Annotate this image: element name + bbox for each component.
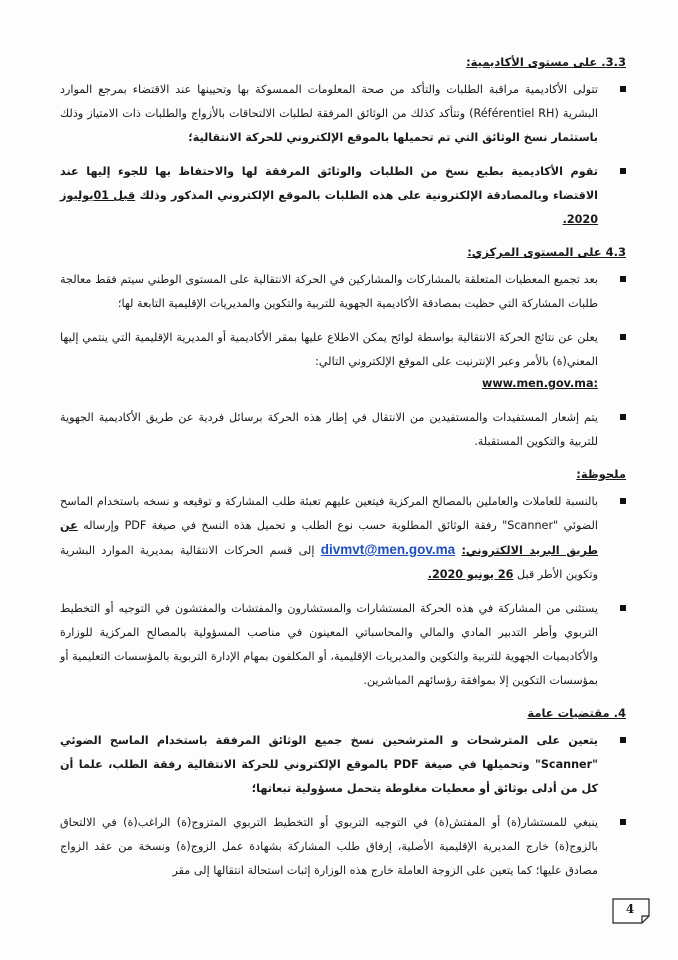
website-link[interactable]: www.men.gov.ma: [481, 377, 598, 390]
square-bullet-icon [620, 605, 626, 611]
page-number: 4 [625, 902, 635, 916]
page-number-box [612, 898, 654, 924]
list-item: يتعين على المترشحات و المترشحين نسخ جميع الوثائق المرفقة باستخدام الماسح الضوئي "Scanner" وتحميلها في صيغة PDF بالموقع الإلكتروني للحركة الانتقالية رفقة الطلب، علما أن كل من أدلى بوثائق أو معطيات مغلوطة يتحمل مسؤولية تبعاتها؛ [60, 729, 598, 801]
list-item: يعلن عن نتائج الحركة الانتقالية بواسطة لوائح يمكن الاطلاع عليها بمقر الأكاديمية أو المديرية الإقليمية التي ينتمي إليها المعني(ة) بالأمر وعبر الإنترنيت على الموقع الإلكتروني التالي: www.men.gov.ma: [60, 326, 598, 396]
list-item: ينبغي للمستشار(ة) أو المفتش(ة) في التوجيه التربوي أو التخطيط التربوي المتزوج(ة) الراغب(ة) في الالتحاق بالزوج(ة) خارج المديرية الإقليمية الأصلية، إرفاق طلب المشاركة بشهادة عمل الزوج(ة) ونسخة من عقد الزواج مصادق عليها؛ كما يتعين على الزوجة العاملة خارج هذه الوزارة إثبات استحالة انتقالها إلى مقر [60, 811, 598, 883]
square-bullet-icon [620, 819, 626, 825]
document-body [60, 52, 626, 893]
note-heading: ملحوظة: [576, 467, 626, 481]
section-heading-central: 4.3 على المستوى المركزي: [467, 245, 626, 259]
list-item: تقوم الأكاديمية بطبع نسخ من الطلبات والوثائق المرفقة لها والاحتفاظ بها للجوء إليها عند الاقتضاء وبالمصادقة الإلكترونية على هذه الطلبات بالموقع الإلكتروني المذكور وذلك قبل 01يوليوز 2020. [60, 160, 598, 232]
square-bullet-icon [620, 334, 626, 340]
list-item: بعد تجميع المعطيات المتعلقة بالمشاركات والمشاركين في الحركة الانتقالية على المستوى الوطني سيتم فقط معالجة طلبات المشاركة التي حظيت بمصادقة الأكاديمية الجهوية للتربية والتكوين والمديريات الإقليمية التابعة لها؛ [60, 268, 598, 316]
square-bullet-icon [620, 86, 626, 92]
square-bullet-icon [620, 737, 626, 743]
email-link[interactable]: divmvt@men.gov.ma [320, 542, 456, 557]
square-bullet-icon [620, 276, 626, 282]
section-heading-general: 4. مقتضيات عامة [527, 706, 626, 720]
square-bullet-icon [620, 498, 626, 504]
list-item: يستثنى من المشاركة في هذه الحركة المستشارات والمستشارون والمفتشات والمفتشون في التوجيه أو التخطيط التربوي وأطر التدبير المادي والمالي والمحاسباتي المعينون في مناصب المسؤولية بالمصالح المركزية للوزارة والأكاديميات الجهوية للتربية والتكوين والمديريات الإقليمية، أو المكلفون بمهام الإدارة التربوية بالمؤسسات التعليمية أو بمؤسسات التكوين إلا بموافقة رؤسائهم المباشرين. [60, 597, 598, 693]
list-item: يتم إشعار المستفيدات والمستفيدين من الانتقال في إطار هذه الحركة برسائل فردية عن طريق الأكاديمية الجهوية للتربية والتكوين المستقبلة. [60, 406, 598, 454]
list-item: بالنسبة للعاملات والعاملين بالمصالح المركزية فيتعين عليهم تعبئة طلب المشاركة و توقيعه و نسخه باستخدام الماسح الضوئي "Scanner" رفقة الوثائق المطلوبة حسب نوع الطلب و تحميل هذه النسخ في صيغة PDF وإرساله عن طريق البريد الالكتروني: divmvt@men.gov.ma إلى قسم الحركات الانتقالية بمديرية الموارد البشرية وتكوين الأطر قبل 26 يونيو 2020. [60, 490, 598, 587]
section-heading-academy: 3.3. على مستوى الأكاديمية: [466, 55, 626, 69]
square-bullet-icon [620, 168, 626, 174]
square-bullet-icon [620, 414, 626, 420]
list-item: تتولى الأكاديمية مراقبة الطلبات والتأكد من صحة المعلومات الممسوكة بها وتحيينها عند الاقتضاء بمرجع الموارد البشرية (Référentiel RH) وتتأكد كذلك من الوثائق المرفقة لطلبات الالتحاقات بالأزواج والطلبات ذات الامتياز وذلك باستثمار نسخ الوثائق التي تم تحميلها بالموقع الإلكتروني للحركة الانتقالية؛ [60, 78, 598, 150]
